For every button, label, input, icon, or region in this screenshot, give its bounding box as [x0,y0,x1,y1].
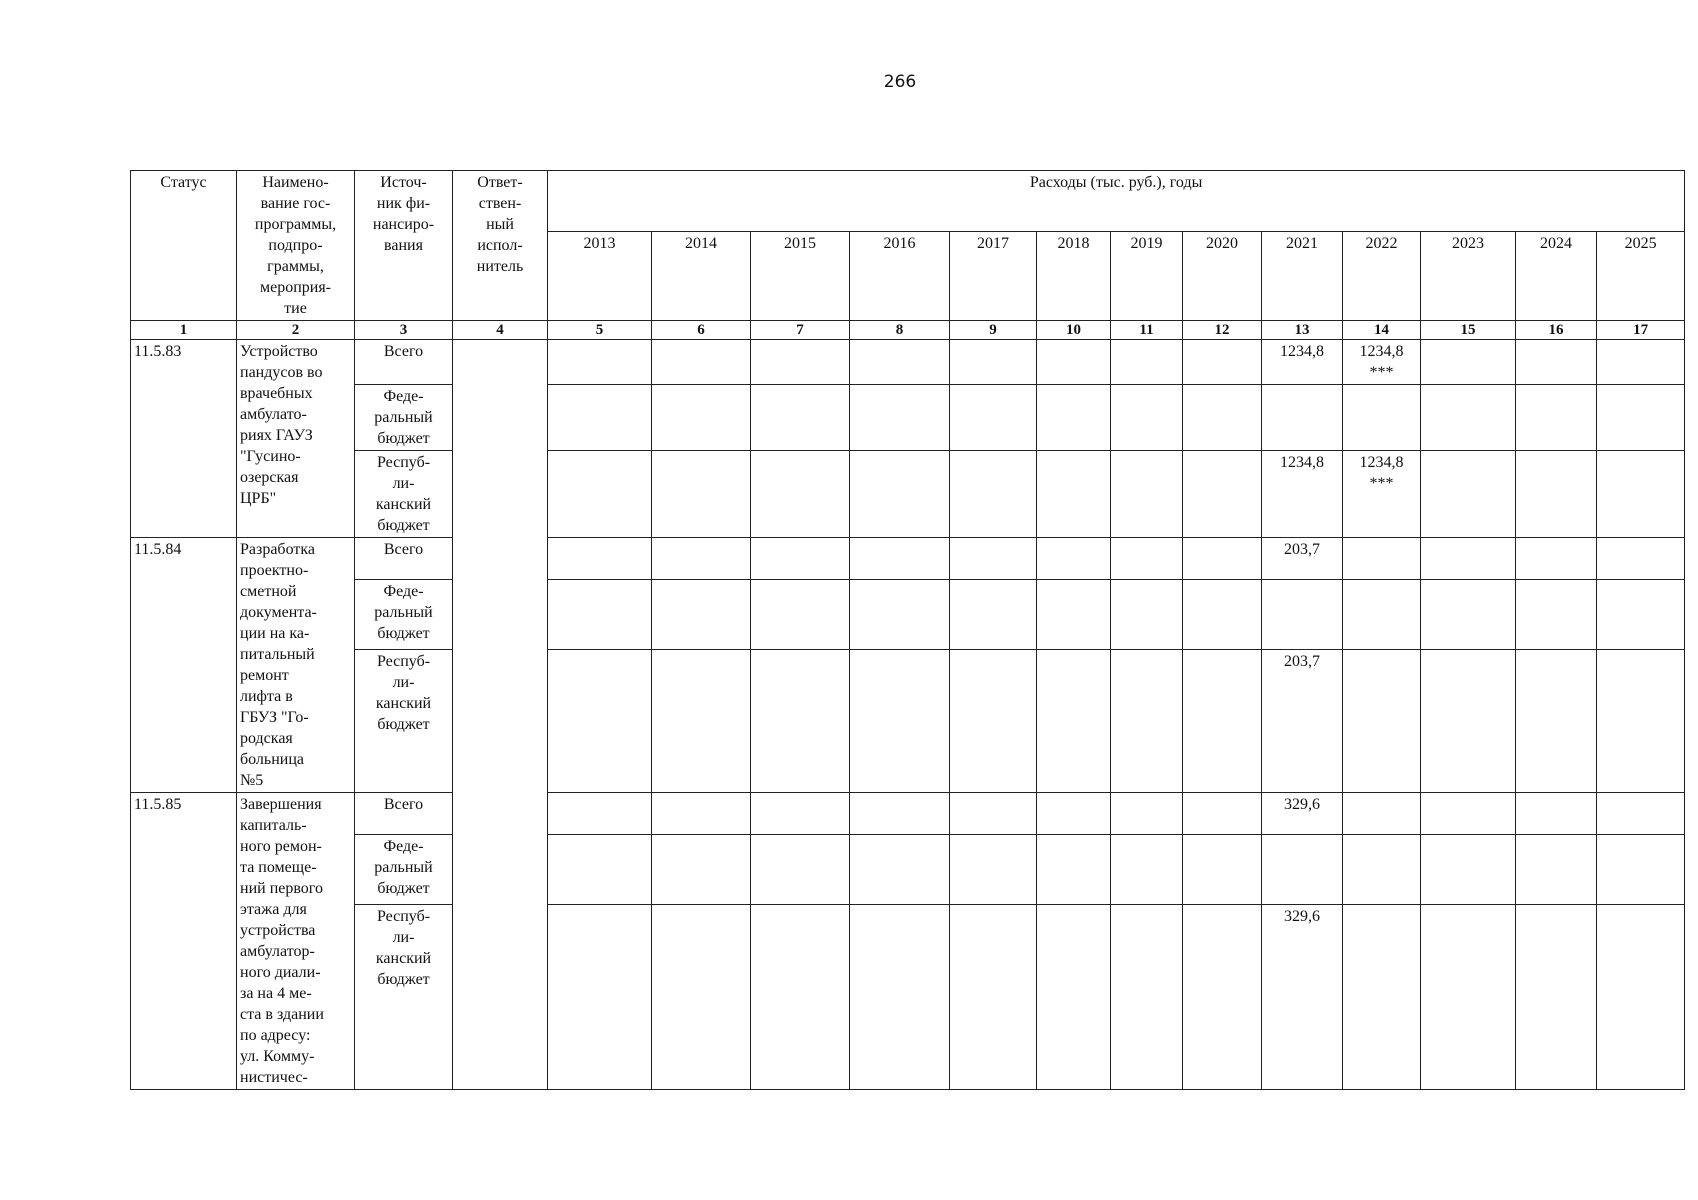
text-line: врачебных [240,385,313,402]
text-line: ли- [392,928,415,946]
value-cell [950,340,1037,385]
column-number-5: 5 [548,321,652,340]
text-line: капиталь- [240,817,307,834]
text-line: питальный [240,646,315,663]
value-cell [850,340,950,385]
column-number-10: 10 [1037,321,1111,340]
value-cell [1343,835,1421,905]
value-cell [1421,340,1516,385]
value-cell [548,904,652,1089]
value-cell [652,649,751,792]
value-cell [1597,451,1685,538]
column-number-8: 8 [850,321,950,340]
value-cell [1183,451,1262,538]
text-line: граммы, [267,258,324,275]
value-cell [850,580,950,650]
value-cell [1111,835,1183,905]
year-header-2019: 2019 [1111,232,1183,321]
text-line: амбулато- [240,406,307,423]
text-line: сметной [240,583,297,600]
year-header-2022: 2022 [1343,232,1421,321]
text-line: Респуб- [376,907,431,925]
column-number-4: 4 [453,321,548,340]
table-row [131,649,1685,792]
value-cell [1343,793,1421,835]
table-row [131,385,1685,451]
value-cell [1343,580,1421,650]
value-cell [652,538,751,580]
value-cell [1262,835,1343,905]
value-cell [850,835,950,905]
table-row [131,451,1685,538]
text-line: ральный [374,409,433,426]
text-line: бюджет [377,625,430,643]
value-cell [1597,904,1685,1089]
text-line: Всего [383,343,424,360]
text-line: *** [1369,364,1394,381]
value-cell [850,793,950,835]
year-header-2016: 2016 [850,232,950,321]
value-cell: 203,7 [1262,538,1343,580]
value-cell [751,580,850,650]
value-cell [751,538,850,580]
row-name [237,538,355,793]
text-line: Разработка [240,541,315,558]
text-line: ли- [392,475,415,492]
year-header-2021: 2021 [1262,232,1343,321]
value-cell [1421,835,1516,905]
text-line: ста в здании [240,1006,324,1023]
value-cell [1183,649,1262,792]
value-cell [950,538,1037,580]
value-cell [850,451,950,538]
text-line: этажа для [240,901,307,918]
value-cell [1421,385,1516,451]
value-cell [1343,451,1421,538]
value-cell [1516,649,1597,792]
value-cell [548,340,652,385]
text-line: пандусов во [240,364,323,381]
value-cell [1111,451,1183,538]
text-line: ного ремон- [240,838,322,855]
text-line: нитель [476,258,524,275]
expenses-table [130,170,1685,1090]
source-total [355,340,453,385]
text-line: Устройство [240,343,318,360]
value-cell [1343,385,1421,451]
text-line: подпро- [268,237,323,254]
value-cell [1183,904,1262,1089]
value-cell [850,385,950,451]
value-cell [751,904,850,1089]
text-line: Респуб- [376,652,431,670]
text-line: "Гусино- [240,448,301,465]
header-expenses: Расходы (тыс. руб.), годы [548,171,1685,232]
table-row [131,340,1685,385]
text-line: канский [375,949,432,967]
value-cell [950,835,1037,905]
text-line: ральный [374,604,433,622]
text-line: нистичес- [240,1069,308,1086]
text-line: *** [1369,475,1394,492]
column-number-12: 12 [1183,321,1262,340]
value-cell [548,385,652,451]
value-cell [1183,793,1262,835]
responsible-cell [453,340,548,1090]
text-line: за на 4 ме- [240,985,312,1002]
source-federal [355,385,453,451]
row-name [237,340,355,538]
value-cell [1262,580,1343,650]
text-line: испол- [477,237,523,254]
text-line: ного диали- [240,964,321,981]
table-row [131,580,1685,650]
value-cell [1516,793,1597,835]
year-header-2015: 2015 [751,232,850,321]
year-header-2018: 2018 [1037,232,1111,321]
text-line: амбулатор- [240,943,315,960]
value-cell [1183,385,1262,451]
column-number-11: 11 [1111,321,1183,340]
value-cell [1343,904,1421,1089]
value-cell [1111,904,1183,1089]
text-line: Источ- [380,174,427,191]
value-cell [1516,835,1597,905]
value-cell [1516,385,1597,451]
value-cell [751,385,850,451]
value-cell [1597,580,1685,650]
source-republic [355,649,453,792]
row-status: 11.5.85 [131,793,237,1090]
value-cell [1037,385,1111,451]
year-header-2023: 2023 [1421,232,1516,321]
text-line: ли- [392,673,415,691]
value-cell [1421,904,1516,1089]
value-cell [652,580,751,650]
value-cell [751,649,850,792]
value-cell [1037,835,1111,905]
value-cell [751,340,850,385]
text-line: мероприя- [259,279,332,296]
value-cell [1183,538,1262,580]
text-line: озерская [240,469,299,486]
value-cell: 1234,8 [1262,340,1343,385]
text-line: тие [284,300,307,317]
value-cell [1516,538,1597,580]
value-cell [950,904,1037,1089]
value-cell [548,835,652,905]
value-cell [950,793,1037,835]
value-cell [950,451,1037,538]
text-line: ствен- [478,195,522,212]
column-number-15: 15 [1421,321,1516,340]
year-header-2014: 2014 [652,232,751,321]
column-number-1: 1 [131,321,237,340]
text-line: Феде- [383,838,424,856]
value-cell [1111,385,1183,451]
value-cell [1037,904,1111,1089]
year-header-2020: 2020 [1183,232,1262,321]
value-cell [1183,835,1262,905]
value-cell [1037,451,1111,538]
text-line: ции на ка- [240,625,310,642]
text-line: нансиро- [372,216,435,233]
value-cell [850,649,950,792]
text-line: бюджет [377,517,430,534]
value-cell [1037,340,1111,385]
value-cell [548,793,652,835]
value-cell [1597,649,1685,792]
text-line: 1234,8 [1359,343,1404,360]
value-cell [1421,649,1516,792]
text-line: Феде- [383,388,424,405]
text-line: бюджет [377,430,430,447]
value-cell [652,451,751,538]
value-cell [1421,793,1516,835]
column-number-2: 2 [237,321,355,340]
column-number-6: 6 [652,321,751,340]
value-cell [1597,793,1685,835]
text-line: Феде- [383,583,424,601]
value-cell [751,451,850,538]
value-cell [548,451,652,538]
value-cell [1421,580,1516,650]
value-cell [1111,340,1183,385]
text-line: устройства [240,922,316,939]
value-cell [850,538,950,580]
value-cell: 203,7 [1262,649,1343,792]
text-line: документа- [240,604,317,621]
value-cell [1111,580,1183,650]
text-line: лифта в [240,688,293,705]
text-line: 1234,8 [1359,454,1404,471]
value-cell [950,649,1037,792]
column-number-14: 14 [1343,321,1421,340]
table-body [131,340,1685,1090]
value-cell: 329,6 [1262,904,1343,1089]
header-name [237,171,355,321]
year-header-2013: 2013 [548,232,652,321]
text-line: Наимено- [262,174,329,191]
text-line: ремонт [240,667,289,684]
value-cell [652,385,751,451]
value-cell [1111,538,1183,580]
value-cell [548,538,652,580]
value-cell [1262,385,1343,451]
text-line: вания [384,237,423,254]
source-total [355,538,453,580]
value-cell [548,649,652,792]
row-status: 11.5.83 [131,340,237,538]
value-cell [1343,649,1421,792]
text-line: вание гос- [260,195,331,212]
value-cell [1597,340,1685,385]
text-line: ул. Комму- [240,1048,315,1065]
value-cell [751,793,850,835]
value-cell [1421,451,1516,538]
text-line: ный [486,216,514,233]
column-number-9: 9 [950,321,1037,340]
value-cell [751,835,850,905]
source-total [355,793,453,835]
value-cell [548,580,652,650]
value-cell [1037,649,1111,792]
text-line: ральный [374,859,433,877]
value-cell [1183,580,1262,650]
value-cell [1597,385,1685,451]
text-line: канский [375,694,432,712]
value-cell: 1234,8 [1262,451,1343,538]
text-line: Всего [383,796,424,813]
value-cell [1343,538,1421,580]
header-source [355,171,453,321]
value-cell [652,793,751,835]
value-cell [652,835,751,905]
table-row [131,835,1685,905]
value-cell [1111,793,1183,835]
text-line: ГБУЗ "Го- [240,709,309,726]
table-row [131,538,1685,580]
header-status: Статус [131,171,237,321]
value-cell [1516,580,1597,650]
value-cell: 329,6 [1262,793,1343,835]
value-cell [1597,538,1685,580]
text-line: №5 [240,772,264,789]
table-row [131,793,1685,835]
text-line: программы, [254,216,337,233]
row-name [237,793,355,1090]
value-cell [1421,538,1516,580]
text-line: проектно- [240,562,309,579]
source-federal [355,835,453,905]
value-cell [1516,904,1597,1089]
column-number-13: 13 [1262,321,1343,340]
text-line: по адресу: [240,1027,311,1044]
value-cell [1183,340,1262,385]
text-line: риях ГАУЗ [240,427,313,444]
text-line: та помеще- [240,859,317,876]
value-cell [950,385,1037,451]
value-cell [652,904,751,1089]
text-line: Всего [383,541,424,558]
column-number-7: 7 [751,321,850,340]
text-line: ник фи- [376,195,431,212]
value-cell [950,580,1037,650]
value-cell [1111,649,1183,792]
column-numbers-row [131,321,1685,340]
source-republic [355,451,453,538]
column-number-16: 16 [1516,321,1597,340]
year-header-2025: 2025 [1597,232,1685,321]
text-line: ний первого [240,880,323,897]
value-cell [1597,835,1685,905]
value-cell [1516,340,1597,385]
text-line: канский [375,496,432,513]
value-cell [850,904,950,1089]
year-header-2024: 2024 [1516,232,1597,321]
row-status: 11.5.84 [131,538,237,793]
value-cell [1037,580,1111,650]
header-responsible [453,171,548,321]
text-line: родская [240,730,293,747]
value-cell [652,340,751,385]
text-line: бюджет [377,880,430,898]
source-republic [355,904,453,1089]
text-line: Завершения [240,796,322,813]
text-line: Ответ- [477,174,523,191]
text-line: Респуб- [376,454,431,471]
value-cell [1343,340,1421,385]
year-header-2017: 2017 [950,232,1037,321]
source-federal [355,580,453,650]
page-number: 266 [883,72,917,92]
text-line: больница [240,751,304,768]
column-number-17: 17 [1597,321,1685,340]
value-cell [1037,538,1111,580]
text-line: бюджет [377,715,430,733]
table-row [131,904,1685,1089]
value-cell [1516,451,1597,538]
text-line: ЦРБ" [240,490,277,507]
text-line: бюджет [377,970,430,988]
column-number-3: 3 [355,321,453,340]
value-cell [1037,793,1111,835]
